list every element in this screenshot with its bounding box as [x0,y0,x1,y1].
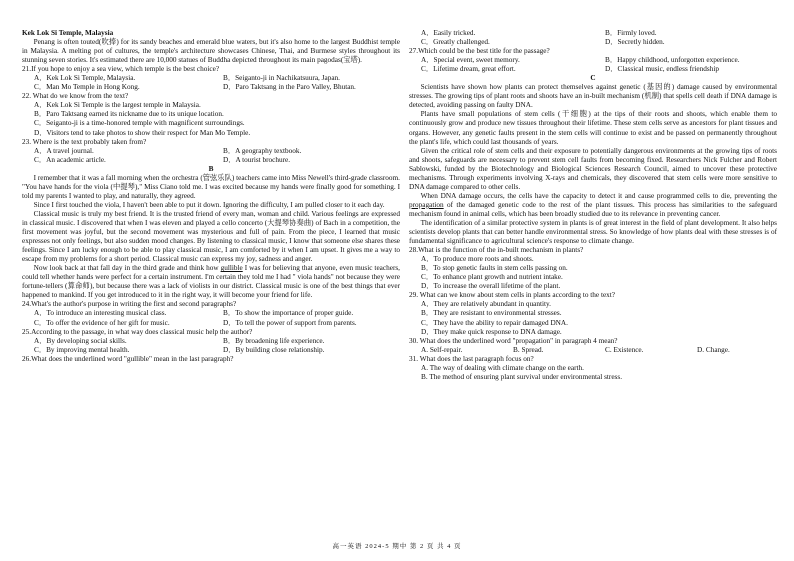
passage-b-paragraph: I remember that it was a fall morning when the orchestra (管弦乐队) teachers came into Miss Newell's third-grade classroom. "You have hands for the viola (中提琴)," Miss Ciano told me. I was excited because my hands were finally good for something. I told my parents I wanted to play, and naturally, they agreed. [22,173,400,200]
question-26: 26.What does the underlined word "gullible" mean in the last paragraph? [22,354,234,363]
question-23-options [22,156,400,165]
question-26-options [409,29,777,38]
q28-option-b: B．To stop genetic faults in stem cells passing on. [421,264,568,273]
question-24: 24.What's the author's purpose in writing the first and second paragraphs? [22,300,237,309]
question-21-options [22,83,400,92]
q22-option-d: D．Visitors tend to take photos to show their respect for Man Mo Temple. [34,128,251,137]
question-27: 27.Which could be the best title for the passage? [409,47,550,56]
q31-option-a: A. The way of dealing with climate change on the earth. [421,363,584,372]
passage-c-paragraph-4 [409,192,777,219]
section-c-heading: C [590,74,596,83]
q23-option-c: C．An academic article. [34,155,106,164]
passage-b-paragraph: Classical music is truly my best friend. It is the trusted friend of every man, woman and child. Various feelings are expressed in classical music. I discovered that when I was eleven and played a cello concerto (大提琴协奏曲) of Bach in a competition, the first movement was joyful, but the second movement was mysterious and full of pain. From the piece, I learned that music expresses not only feelings, but also sudden mood changes. By listening to classical music, I know that someone else shares these feelings. Since I am lucky enough to be able to play classical music, I am comforted by it when I am upset. It gives me a way to escape from my problems for a short period. Classical music can express my joy, sadness and anger. [22,209,400,264]
q30-option-b: B. Spread. [513,345,544,354]
q28-option-d: D．To increase the overall lifetime of the plant. [421,282,561,291]
passage-c-paragraph-5: The identification of a similar protective system in plants is of great interest in the field of plant development. It also helps scientists develop plants that can better handle environmental stress. So knowledge of how plants deal with these stresses is of fundamental significance to agricultural science's response to climate change. [409,218,777,246]
q24-option-d: D．To tell the power of support from parents. [223,318,357,327]
q29-option-c: C．They have the ability to repair damaged DNA. [421,318,568,327]
question-27-options [409,65,777,74]
q27-option-a: A．Special event, sweet memory. [421,56,520,65]
q25-option-d: D．By building close relationship. [223,345,325,354]
left-column [22,29,400,364]
q29-option-b: B．They are resistant to environmental stresses. [421,309,562,318]
q25-option-a: A．By developing social skills. [34,336,127,345]
q27-option-b: B．Happy childhood, unforgotten experience. [605,56,740,65]
question-24-options [22,319,400,328]
q30-option-c: C. Existence. [605,345,644,354]
question-25: 25.According to the passage, in what way does classical music help the author? [22,327,253,336]
q22-option-a: A．Kek Lok Si Temple is the largest temple in Malaysia. [34,101,201,110]
question-22: 22. What do we know from the text? [22,92,129,101]
q26-option-b: B．Firmly loved. [605,29,657,37]
q26-option-c: C．Greatly challenged. [421,38,490,47]
passage-c-paragraph: Scientists have shown how plants can protect themselves against genetic (基因的) damage caused by environmental stresses. The growing tips of plant roots and shoots have an in-built mechanism (机制) that spells cell death if DNA damage is detected, avoiding passing on faulty DNA. [409,83,777,110]
question-28: 28.What is the function of the in-built mechanism in plants? [409,246,584,255]
question-26-options [409,38,777,47]
q29-option-d: D．They make quick response to DNA damage. [421,327,562,336]
q24-option-a: A．To introduce an interesting musical class. [34,309,167,318]
q29-option-a: A．They are relatively abundant in quantity. [421,300,551,309]
passage-c-paragraph: Plants have small populations of stem cells (干细胞) at the tips of their roots and shoots, which enable them to continuously grow and produce new tissues throughout their lifetime. These stem cells serve as ancestors for plant tissues and organs. However, any genetic faults present in the stem cells will continue to exist and be passed on permanently throughout the plant's life, which could last thousands of years. [409,110,777,146]
q21-option-b: B．Seiganto-ji in Nachikatsuura, Japan. [223,74,340,83]
right-column [409,29,777,382]
question-29: 29. What can we know about stem cells in plants according to the text? [409,291,616,300]
q31-option-b: B. The method of ensuring plant survival under environmental stress. [421,372,623,381]
passage-c-paragraph: Given the critical role of stem cells and their exposure to potentially dangerous environments at the growing tips of roots and shoots, safeguards are necessary to prevent stem cell faults from becoming fixed. Researchers Nick Fulcher and Robert Sablowski, funded by the Biotechnology and Biological Sciences Research Council, aimed to uncover these protective mechanisms. Through experiments involving X-rays and chemicals, they discovered that stem cells were more sensitive to DNA damage compared to other cells. [409,146,777,191]
q22-option-c: C．Seiganto-ji is a time-honored temple with magnificent surroundings. [34,119,245,128]
q27-option-c: C．Lifetime dream, great effort. [421,65,516,74]
question-25-options [22,346,400,355]
question-24-options [22,309,400,318]
q22-option-b: B．Paro Taktsang earned its nickname due to its unique location. [34,110,224,119]
underlined-word-gullible: gullible [220,264,243,273]
question-21: 21.If you hope to enjoy a sea view, which temple is the best choice? [22,65,220,74]
q21-option-c: C．Man Mo Temple in Hong Kong. [34,83,140,92]
question-25-options [22,337,400,346]
q23-option-d: D．A tourist brochure. [223,155,291,164]
passage-a-text: Penang is often touted(吹捧) for its sandy beaches and emerald blue waters, but it's also home to the largest Buddhist temple in Malaysia. A melting pot of cultures, the temple's architecture showcases Chinese, Thai, and Burmese styles throughout its stunning seven stories. It's estimated there are 10,000 statues of Buddha depicted throughout its main pagodas(宝塔). [22,38,400,65]
q27-option-d: D．Classical music, endless friendship [605,65,719,74]
question-23: 23. Where is the text probably taken from? [22,137,147,146]
passage-c-p4-pre: When DNA damage occurs, the cells have the capacity to detect it and cause programmed cells to die, preventing the [420,191,777,200]
passage-b-last-pre: Now look back at that fall day in the third grade and think how [33,264,221,273]
q30-option-d: D. Change. [697,345,730,354]
q25-option-b: B．By broadening life experience. [223,336,325,345]
q25-option-c: C．By improving mental health. [34,345,130,354]
passage-b-paragraph: Since I first touched the viola, I haven't been able to put it down. Ignoring the difficulty, I am pulled closer to it each day. [33,200,385,209]
question-23-options [22,147,400,156]
page-footer: 高一英语 2024-5 期中 第 2 页 共 4 页 [332,543,462,550]
q21-option-d: D．Paro Taktsang in the Paro Valley, Bhutan. [223,83,356,92]
q24-option-b: B．To show the importance of proper guide. [223,309,354,318]
question-27-options [409,56,777,65]
passage-a-title: Kek Lok Si Temple, Malaysia [22,29,114,37]
q28-option-a: A．To produce more roots and shoots. [421,255,534,264]
passage-b-last-post: I was for believing that anyone, even music teachers, could tell whether hands were perfect for a certain instrument. I'm certain they told me I had " viola hands" not because they were fortune-tellers (算命师), but because there was a lack of violists in our district. Classical music is one of the best things that ever happened to mankind. If you get introduced to it in the right way, it will become your friend for life. [22,264,400,300]
q23-option-a: A．A travel journal. [34,146,94,155]
section-b-heading: B [208,164,214,173]
q21-option-a: A．Kek Lok Si Temple, Malaysia. [34,74,136,83]
question-31: 31. What does the last paragraph focus on? [409,354,534,363]
passage-b-last-paragraph [22,264,400,300]
underlined-word-propagation: propagation [409,200,444,209]
passage-c-p4-post: of the damaged genetic code to the rest of the plant tissues. This process has similarities to the safeguard mechanism found in animal cells, which has been broadly studied due to its relevance in preventing cancer. [409,200,777,218]
q24-option-c: C．To offer the evidence of her gift for music. [34,318,170,327]
q28-option-c: C．To enhance plant growth and nutrient intake. [421,273,563,282]
q26-option-d: D．Secretly hidden. [605,38,665,47]
question-30: 30. What does the underlined word "propagation" in paragraph 4 mean? [409,336,618,345]
question-30-options [409,346,777,355]
question-21-options [22,74,400,83]
q30-option-a: A. Self-repair. [421,345,463,354]
q26-option-a: A．Easily tricked. [421,29,476,37]
q23-option-b: B．A geography textbook. [223,146,302,155]
